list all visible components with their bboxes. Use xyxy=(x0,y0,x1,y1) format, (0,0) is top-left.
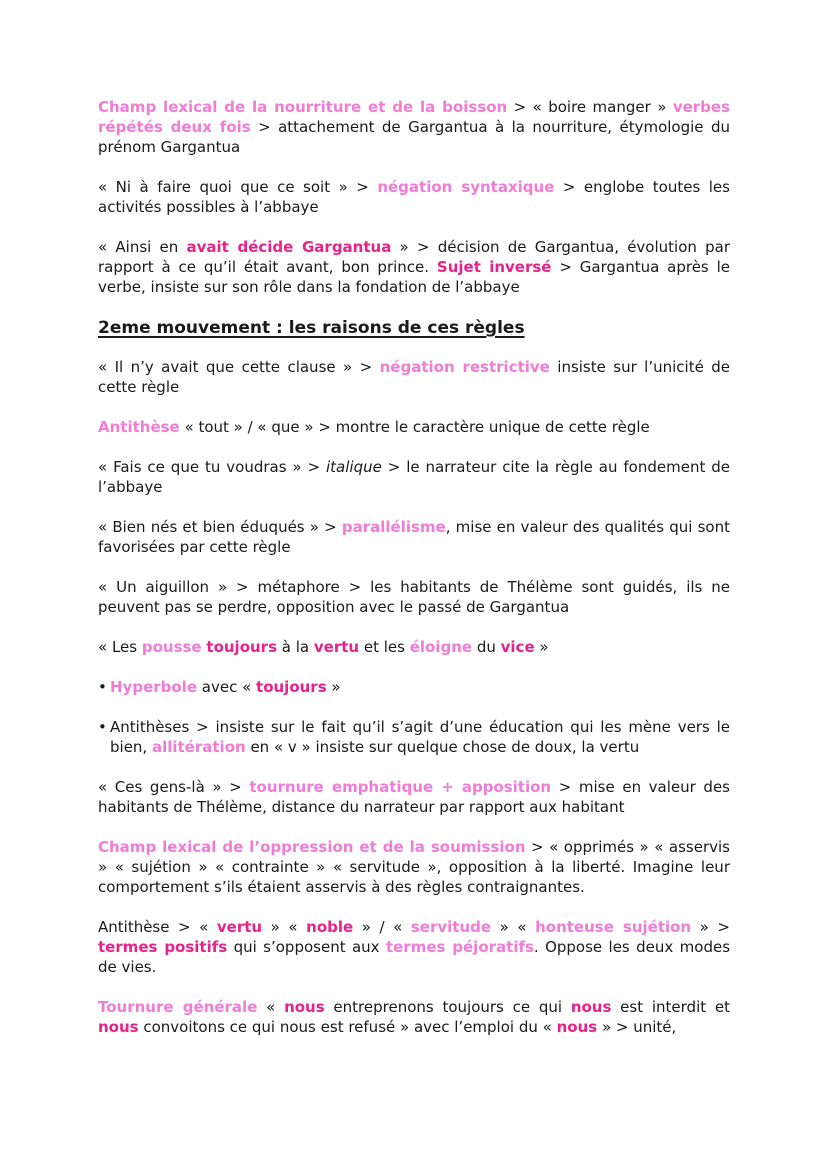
paragraph-tournure-generale xyxy=(98,997,730,1037)
highlight-term: nous xyxy=(556,1018,598,1036)
highlight-term: Antithèse xyxy=(98,418,180,436)
highlight-term: Sujet inversé xyxy=(436,258,552,276)
highlight-term: vertu xyxy=(216,918,263,936)
text-run: « Fais ce que tu voudras » > xyxy=(98,458,326,476)
text-run: » « xyxy=(262,918,307,936)
highlight-term: avait décide Gargantua xyxy=(186,238,392,256)
text-run: est interdit et xyxy=(611,998,730,1016)
highlight-term: négation restrictive xyxy=(379,358,550,376)
paragraph-metaphore xyxy=(98,577,730,617)
highlight-term: nous xyxy=(570,998,612,1016)
highlight-term: Tournure générale xyxy=(98,998,258,1016)
bullet-item-antitheses xyxy=(98,717,730,757)
text-run: « Ainsi en xyxy=(98,238,187,256)
bullet-item-hyperbole xyxy=(98,677,730,697)
bullet-icon: • xyxy=(98,678,107,696)
bullet-icon: • xyxy=(98,718,107,736)
text-run: qui s’opposent aux xyxy=(227,938,386,956)
highlight-term: négation syntaxique xyxy=(377,178,555,196)
highlight-term: allitération xyxy=(151,738,246,756)
text-run: » > unité, xyxy=(597,1018,677,1036)
highlight-term: vertu xyxy=(313,638,360,656)
italic-term: italique xyxy=(326,458,382,476)
highlight-term: pousse xyxy=(141,638,202,656)
paragraph-negation-syntaxique xyxy=(98,177,730,217)
text-run: « Les xyxy=(98,638,142,656)
text-run: » > xyxy=(691,918,730,936)
highlight-term: noble xyxy=(306,918,354,936)
text-run: « Bien nés et bien éduqués » > xyxy=(98,518,342,536)
paragraph-champ-lexical-nourriture xyxy=(98,97,730,157)
text-run: du xyxy=(472,638,501,656)
text-run: . Oppose les deux modes de vies. xyxy=(98,938,731,976)
text-run: entreprenons toujours ce qui xyxy=(324,998,571,1016)
text-run: , mise en valeur des qualités qui sont favorisées par cette règle xyxy=(98,518,730,556)
highlight-term: éloigne xyxy=(409,638,473,656)
text-run: > mise en valeur des habitants de Thélème, distance du narrateur par rapport aux habitant xyxy=(98,778,730,816)
text-run: > « opprimés » « asservis » « sujétion » « contrainte » « servitude », opposition à la liberté. Imagine leur comportement s’ils étaient asservis à des règles contraignantes. xyxy=(98,838,730,896)
text-run: > le narrateur cite la règle au fondement de l’abbaye xyxy=(98,458,730,496)
text-run: » « xyxy=(491,918,536,936)
text-run: > englobe toutes les activités possibles à l’abbaye xyxy=(98,178,730,216)
highlight-term: tournure emphatique + apposition xyxy=(249,778,552,796)
text-run: convoitons ce qui nous est refusé » avec l’emploi du « xyxy=(138,1018,557,1036)
paragraph-italique xyxy=(98,457,730,497)
highlight-term: Hyperbole xyxy=(110,678,197,696)
highlight-term: Champ lexical de l’oppression et de la soumission xyxy=(98,838,526,856)
highlight-term: verbes répétés deux fois xyxy=(98,98,730,136)
text-run: « Ces gens-là » > xyxy=(98,778,250,796)
text-run: » > décision de Gargantua, évolution par rapport à ce qu’il était avant, bon prince. xyxy=(98,238,730,276)
highlight-term: termes positifs xyxy=(98,938,228,956)
text-run: Antithèses > insiste sur le fait qu’il s’agit d’une éducation qui les mène vers le bien, xyxy=(110,718,730,756)
paragraph-negation-restrictive xyxy=(98,357,730,397)
text-run: Antithèse > « xyxy=(98,918,217,936)
highlight-term: vice xyxy=(500,638,535,656)
highlight-term: parallélisme xyxy=(341,518,446,536)
highlight-term: Champ lexical de la nourriture et de la boisson xyxy=(98,98,508,116)
text-run: > attachement de Gargantua à la nourriture, étymologie du prénom Gargantua xyxy=(98,118,730,156)
text-run: avec « xyxy=(197,678,257,696)
text-run: > « boire manger » xyxy=(507,98,673,116)
section-heading: 2eme mouvement : les raisons de ces règles xyxy=(98,318,525,338)
highlight-term: termes péjoratifs xyxy=(385,938,534,956)
text-run: « Il n’y avait que cette clause » > xyxy=(98,358,380,376)
highlight-term: servitude xyxy=(410,918,492,936)
text-run: « tout » / « que » > montre le caractère unique de cette règle xyxy=(179,418,650,436)
paragraph-tournure-emphatique xyxy=(98,777,730,817)
text-run: en « v » insiste sur quelque chose de doux, la vertu xyxy=(245,738,640,756)
paragraph-sujet-inverse xyxy=(98,237,730,297)
highlight-term: honteuse sujétion xyxy=(535,918,692,936)
text-run: insiste sur l’unicité de cette règle xyxy=(98,358,730,396)
text-run: » xyxy=(534,638,549,656)
paragraph-champ-lexical-oppression xyxy=(98,837,730,897)
text-run: « xyxy=(257,998,285,1016)
text-run: « Un aiguillon » > métaphore > les habitants de Thélème sont guidés, ils ne peuvent pas se perdre, opposition avec le passé de Gargantua xyxy=(98,578,730,616)
bullet-text xyxy=(110,717,730,757)
text-run: et les xyxy=(359,638,410,656)
highlight-term: nous xyxy=(98,1018,139,1036)
highlight-term: nous xyxy=(284,998,325,1016)
paragraph-antithese-tout-que xyxy=(98,417,730,437)
highlight-term: toujours xyxy=(256,678,327,696)
highlight-term: toujours xyxy=(206,638,278,656)
bullet-text xyxy=(110,677,730,697)
paragraph-quote-vertu-vice xyxy=(98,637,730,657)
paragraph-antithese-termes xyxy=(98,917,730,977)
text-run: » / « xyxy=(353,918,411,936)
text-run: à la xyxy=(277,638,314,656)
paragraph-parallelisme xyxy=(98,517,730,557)
text-run: » xyxy=(326,678,341,696)
text-run: > Gargantua après le verbe, insiste sur son rôle dans la fondation de l’abbaye xyxy=(98,258,730,296)
text-run: « Ni à faire quoi que ce soit » > xyxy=(98,178,378,196)
